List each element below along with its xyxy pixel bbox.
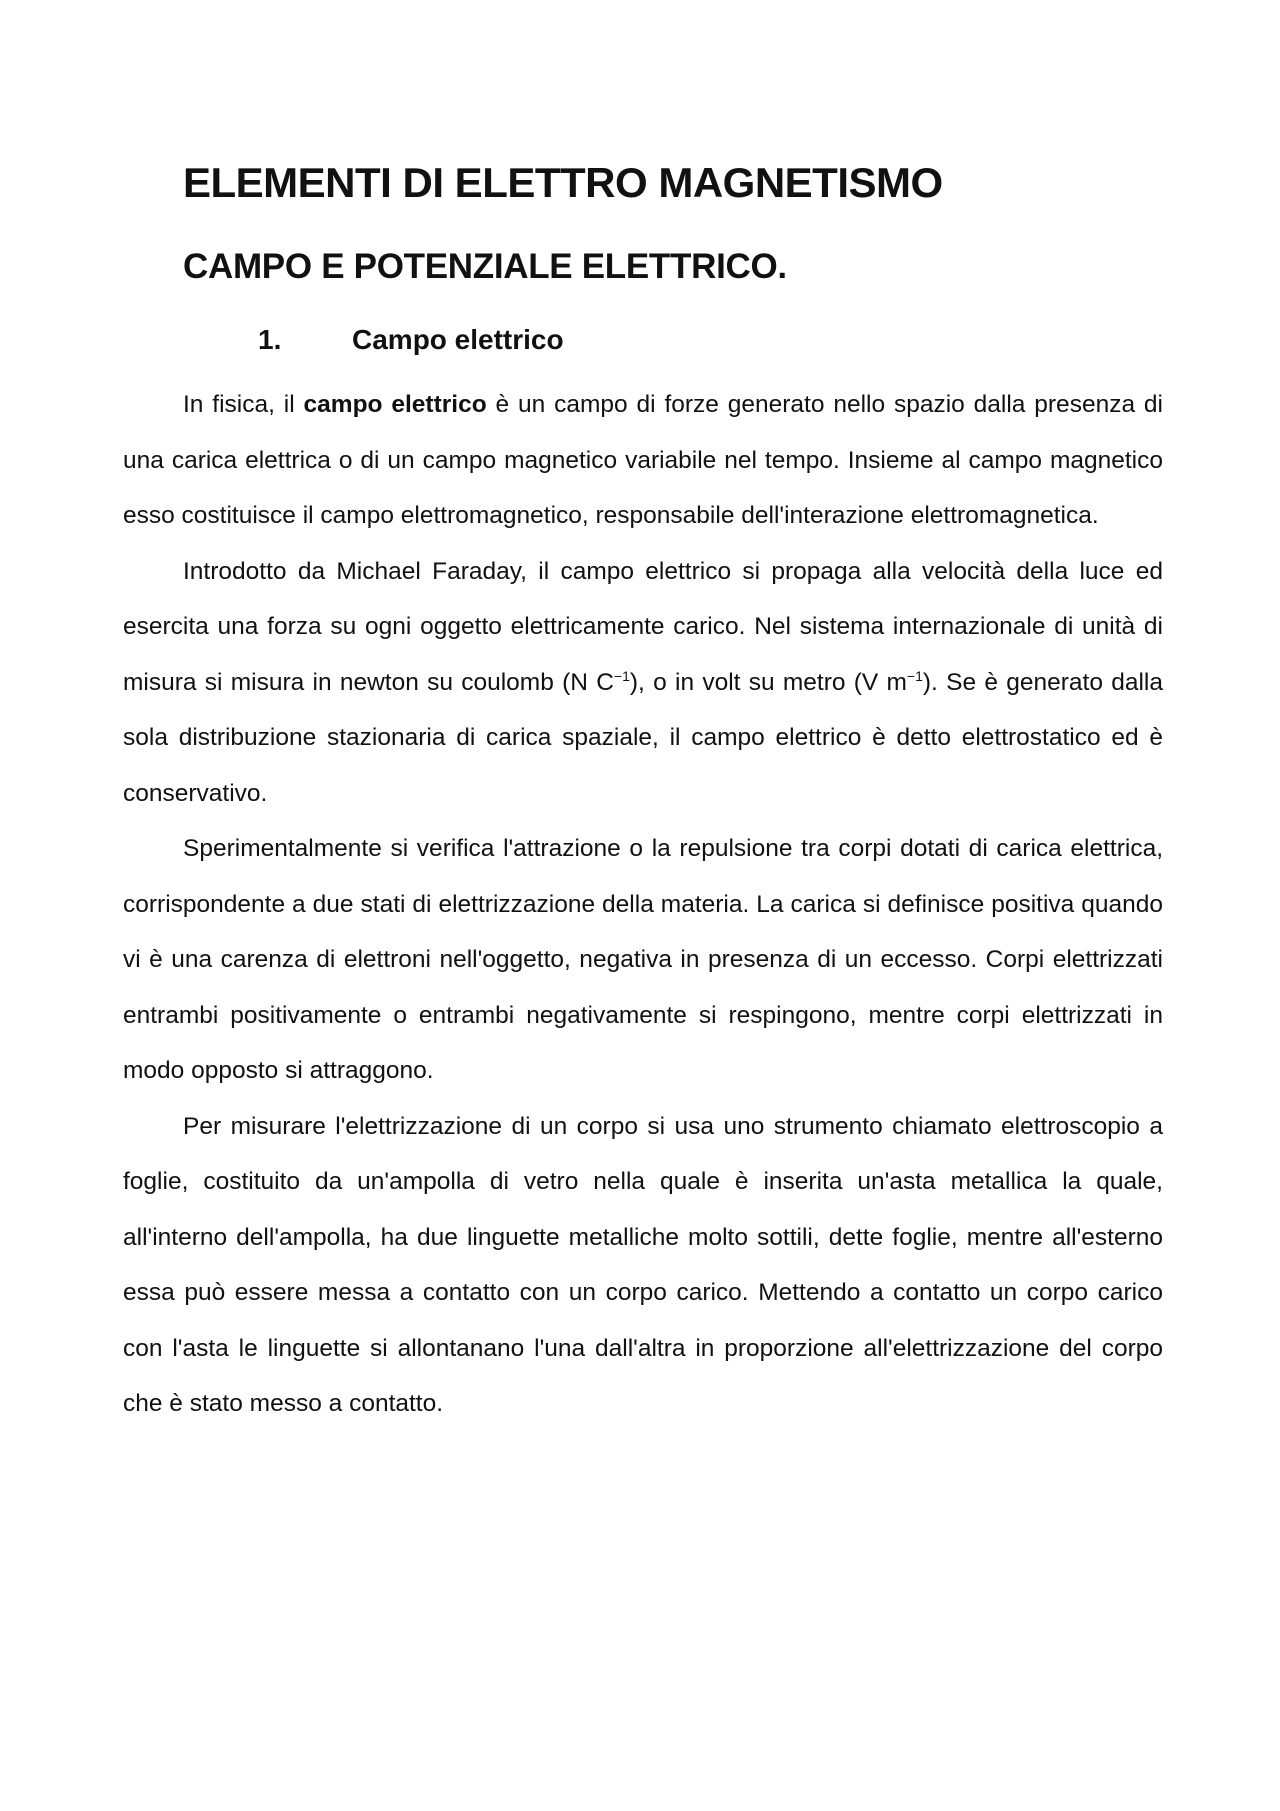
paragraph-2-part2: ), o in volt su metro (V m — [629, 668, 907, 696]
paragraph-1-bold-term: campo elettrico — [303, 391, 487, 418]
paragraph-2-part1: Introdotto da Michael Faraday, il campo elettrico si propaga alla velocità della luce ed esercita una forza su ogni oggetto elettricamente carico. Nel sistema internazionale di unità di misura si misura in newton su coulomb (N C — [123, 557, 1163, 696]
paragraph-2-part3: ). Se è generato dalla sola distribuzione stazionaria di carica spaziale, il campo elettrico è detto elettrostatico ed è conservativo. — [123, 668, 1163, 807]
paragraph-2 — [123, 544, 1163, 822]
document-subtitle: CAMPO E POTENZIALE ELETTRICO. — [183, 247, 787, 286]
section-number: 1. — [258, 324, 282, 355]
section-title: Campo elettrico — [352, 324, 564, 355]
paragraph-2-superscript-1: −1 — [613, 667, 630, 684]
section-heading — [258, 320, 564, 360]
paragraph-3: Sperimentalmente si verifica l'attrazione o la repulsione tra corpi dotati di carica elettrica, corrispondente a due stati di elettrizzazione della materia. La carica si definisce positiva quando vi è una carenza di elettroni nell'oggetto, negativa in presenza di un eccesso. Corpi elettrizzati entrambi positivamente o entrambi negativamente si respingono, mentre corpi elettrizzati in modo opposto si attraggono. — [123, 835, 1163, 1084]
paragraph-1 — [123, 377, 1163, 544]
paragraph-4: Per misurare l'elettrizzazione di un corpo si usa uno strumento chiamato elettroscopio a foglie, costituito da un'ampolla di vetro nella quale è inserita un'asta metallica la quale, all'interno dell'ampolla, ha due linguette metalliche molto sottili, dette foglie, mentre all'esterno essa può essere messa a contatto con un corpo carico. Mettendo a contatto un corpo carico con l'asta le linguette si allontanano l'una dall'altra in proporzione all'elettrizzazione del corpo che è stato messo a contatto. — [123, 1112, 1163, 1417]
document-title: ELEMENTI DI ELETTRO MAGNETISMO — [183, 159, 943, 206]
body-text — [123, 377, 1163, 1432]
paragraph-1-lead: In fisica, il — [183, 391, 304, 418]
paragraph-1-rest: è un campo di forze generato nello spazio dalla presenza di una carica elettrica o di un campo magnetico variabile nel tempo. Insieme al campo magnetico esso costituisce il campo elettromagnetico, responsabile dell'interazione elettromagnetica. — [123, 391, 1163, 529]
paragraph-2-superscript-2: −1 — [906, 667, 923, 684]
